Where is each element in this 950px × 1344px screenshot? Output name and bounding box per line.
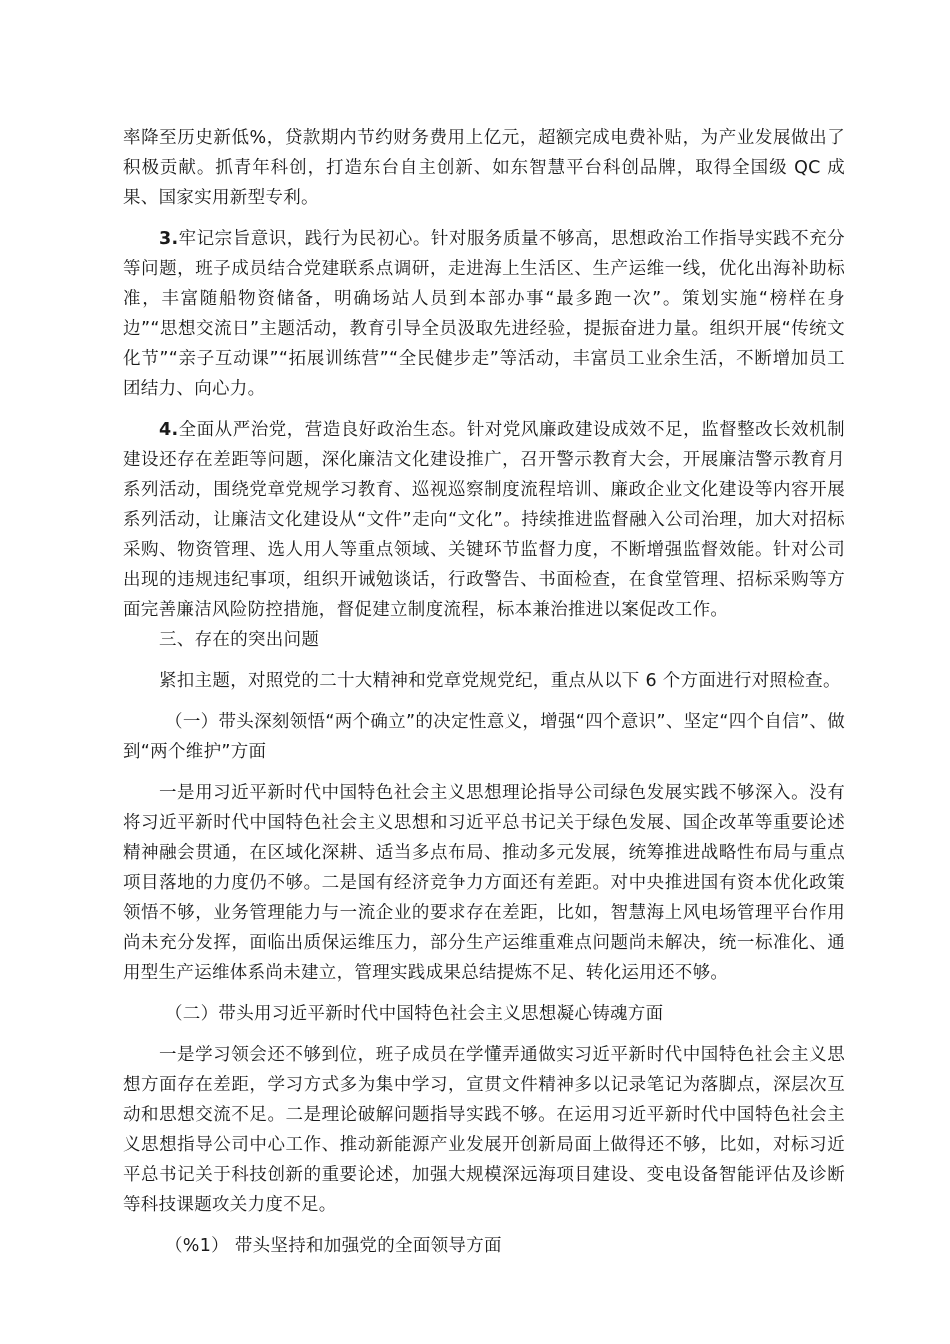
- document-body: [123, 123, 845, 1272]
- item-4-text: 全面从严治党，营造良好政治生态。针对党风廉政建设成效不足，监督整改长效机制建设还存在差距等问题，深化廉洁文化建设推广，召开警示教育大会，开展廉洁警示教育月系列活动，围绕党章党规学习教育、巡视巡察制度流程培训、廉政企业文化建设等内容开展系列活动，让廉洁文化建设从“文件”走向“文化”。持续推进监督融入公司治理，加大对招标采购、物资管理、选人用人等重点领域、关键环节监督力度，不断增强监督效能。针对公司出现的违规违纪事项，组织开诫勉谈话，行政警告、书面检查，在食堂管理、招标采购等方面完善廉洁风险防控措施，督促建立制度流程，标本兼治推进以案促改工作。: [123, 420, 845, 620]
- item-3-number: 3.: [159, 229, 179, 249]
- paragraph-item-3: [123, 224, 845, 404]
- paragraph-item-4: [123, 415, 845, 625]
- item-3-text: 牢记宗旨意识，践行为民初心。针对服务质量不够高，思想政治工作指导实践不充分等问题，班子成员结合党建联系点调研，走进海上生活区、生产运维一线，优化出海补助标准，丰富随船物资储备，明确场站人员到本部办事“最多跑一次”。策划实施“榜样在身边”“思想交流日”主题活动，教育引导全员汲取先进经验，提振奋进力量。组织开展“传统文化节”“亲子互动课”“拓展训练营”“全民健步走”等活动，丰富员工业余生活，不断增加员工团结力、向心力。: [123, 229, 845, 399]
- subsection-1-heading: （一）带头深刻领悟“两个确立”的决定性意义，增强“四个意识”、坚定“四个自信”、做到“两个维护”方面: [123, 712, 845, 762]
- item-4-number: 4.: [159, 420, 179, 440]
- subsection-3-heading: （%1） 带头坚持和加强党的全面领导方面: [165, 1236, 502, 1256]
- subsection-2-body: 一是学习领会还不够到位，班子成员在学懂弄通做实习近平新时代中国特色社会主义思想方面存在差距，学习方式多为集中学习，宣贯文件精神多以记录笔记为落脚点，深层次互动和思想交流不足。二是理论破解问题指导实践不够。在运用习近平新时代中国特色社会主义思想指导公司中心工作、推动新能源产业发展开创新局面上做得还不够，比如，对标习近平总书记关于科技创新的重要论述，加强大规模深远海项目建设、变电设备智能评估及诊断等科技课题攻关力度不足。: [123, 1045, 845, 1215]
- subsection-2-heading: （二）带头用习近平新时代中国特色社会主义思想凝心铸魂方面: [165, 1004, 664, 1024]
- paragraph-continuation: 率降至历史新低%，贷款期内节约财务费用上亿元，超额完成电费补贴，为产业发展做出了积极贡献。抓青年科创，打造东台自主创新、如东智慧平台科创品牌，取得全国级 QC 成果、国家实用新型专利。: [123, 128, 845, 208]
- section-3-heading: 三、存在的突出问题: [159, 630, 320, 650]
- section-3-intro: 紧扣主题，对照党的二十大精神和党章党规党纪，重点从以下 6 个方面进行对照检查。: [159, 671, 841, 691]
- subsection-1-body: 一是用习近平新时代中国特色社会主义思想理论指导公司绿色发展实践不够深入。没有将习近平新时代中国特色社会主义思想和习近平总书记关于绿色发展、国企改革等重要论述精神融会贯通，在区域化深耕、适当多点布局、推动多元发展，统筹推进战略性布局与重点项目落地的力度仍不够。二是国有经济竞争力方面还有差距。对中央推进国有资本优化政策领悟不够，业务管理能力与一流企业的要求存在差距，比如，智慧海上风电场管理平台作用尚未充分发挥，面临出质保运维压力，部分生产运维重难点问题尚未解决，统一标准化、通用型生产运维体系尚未建立，管理实践成果总结提炼不足、转化运用还不够。: [123, 783, 845, 983]
